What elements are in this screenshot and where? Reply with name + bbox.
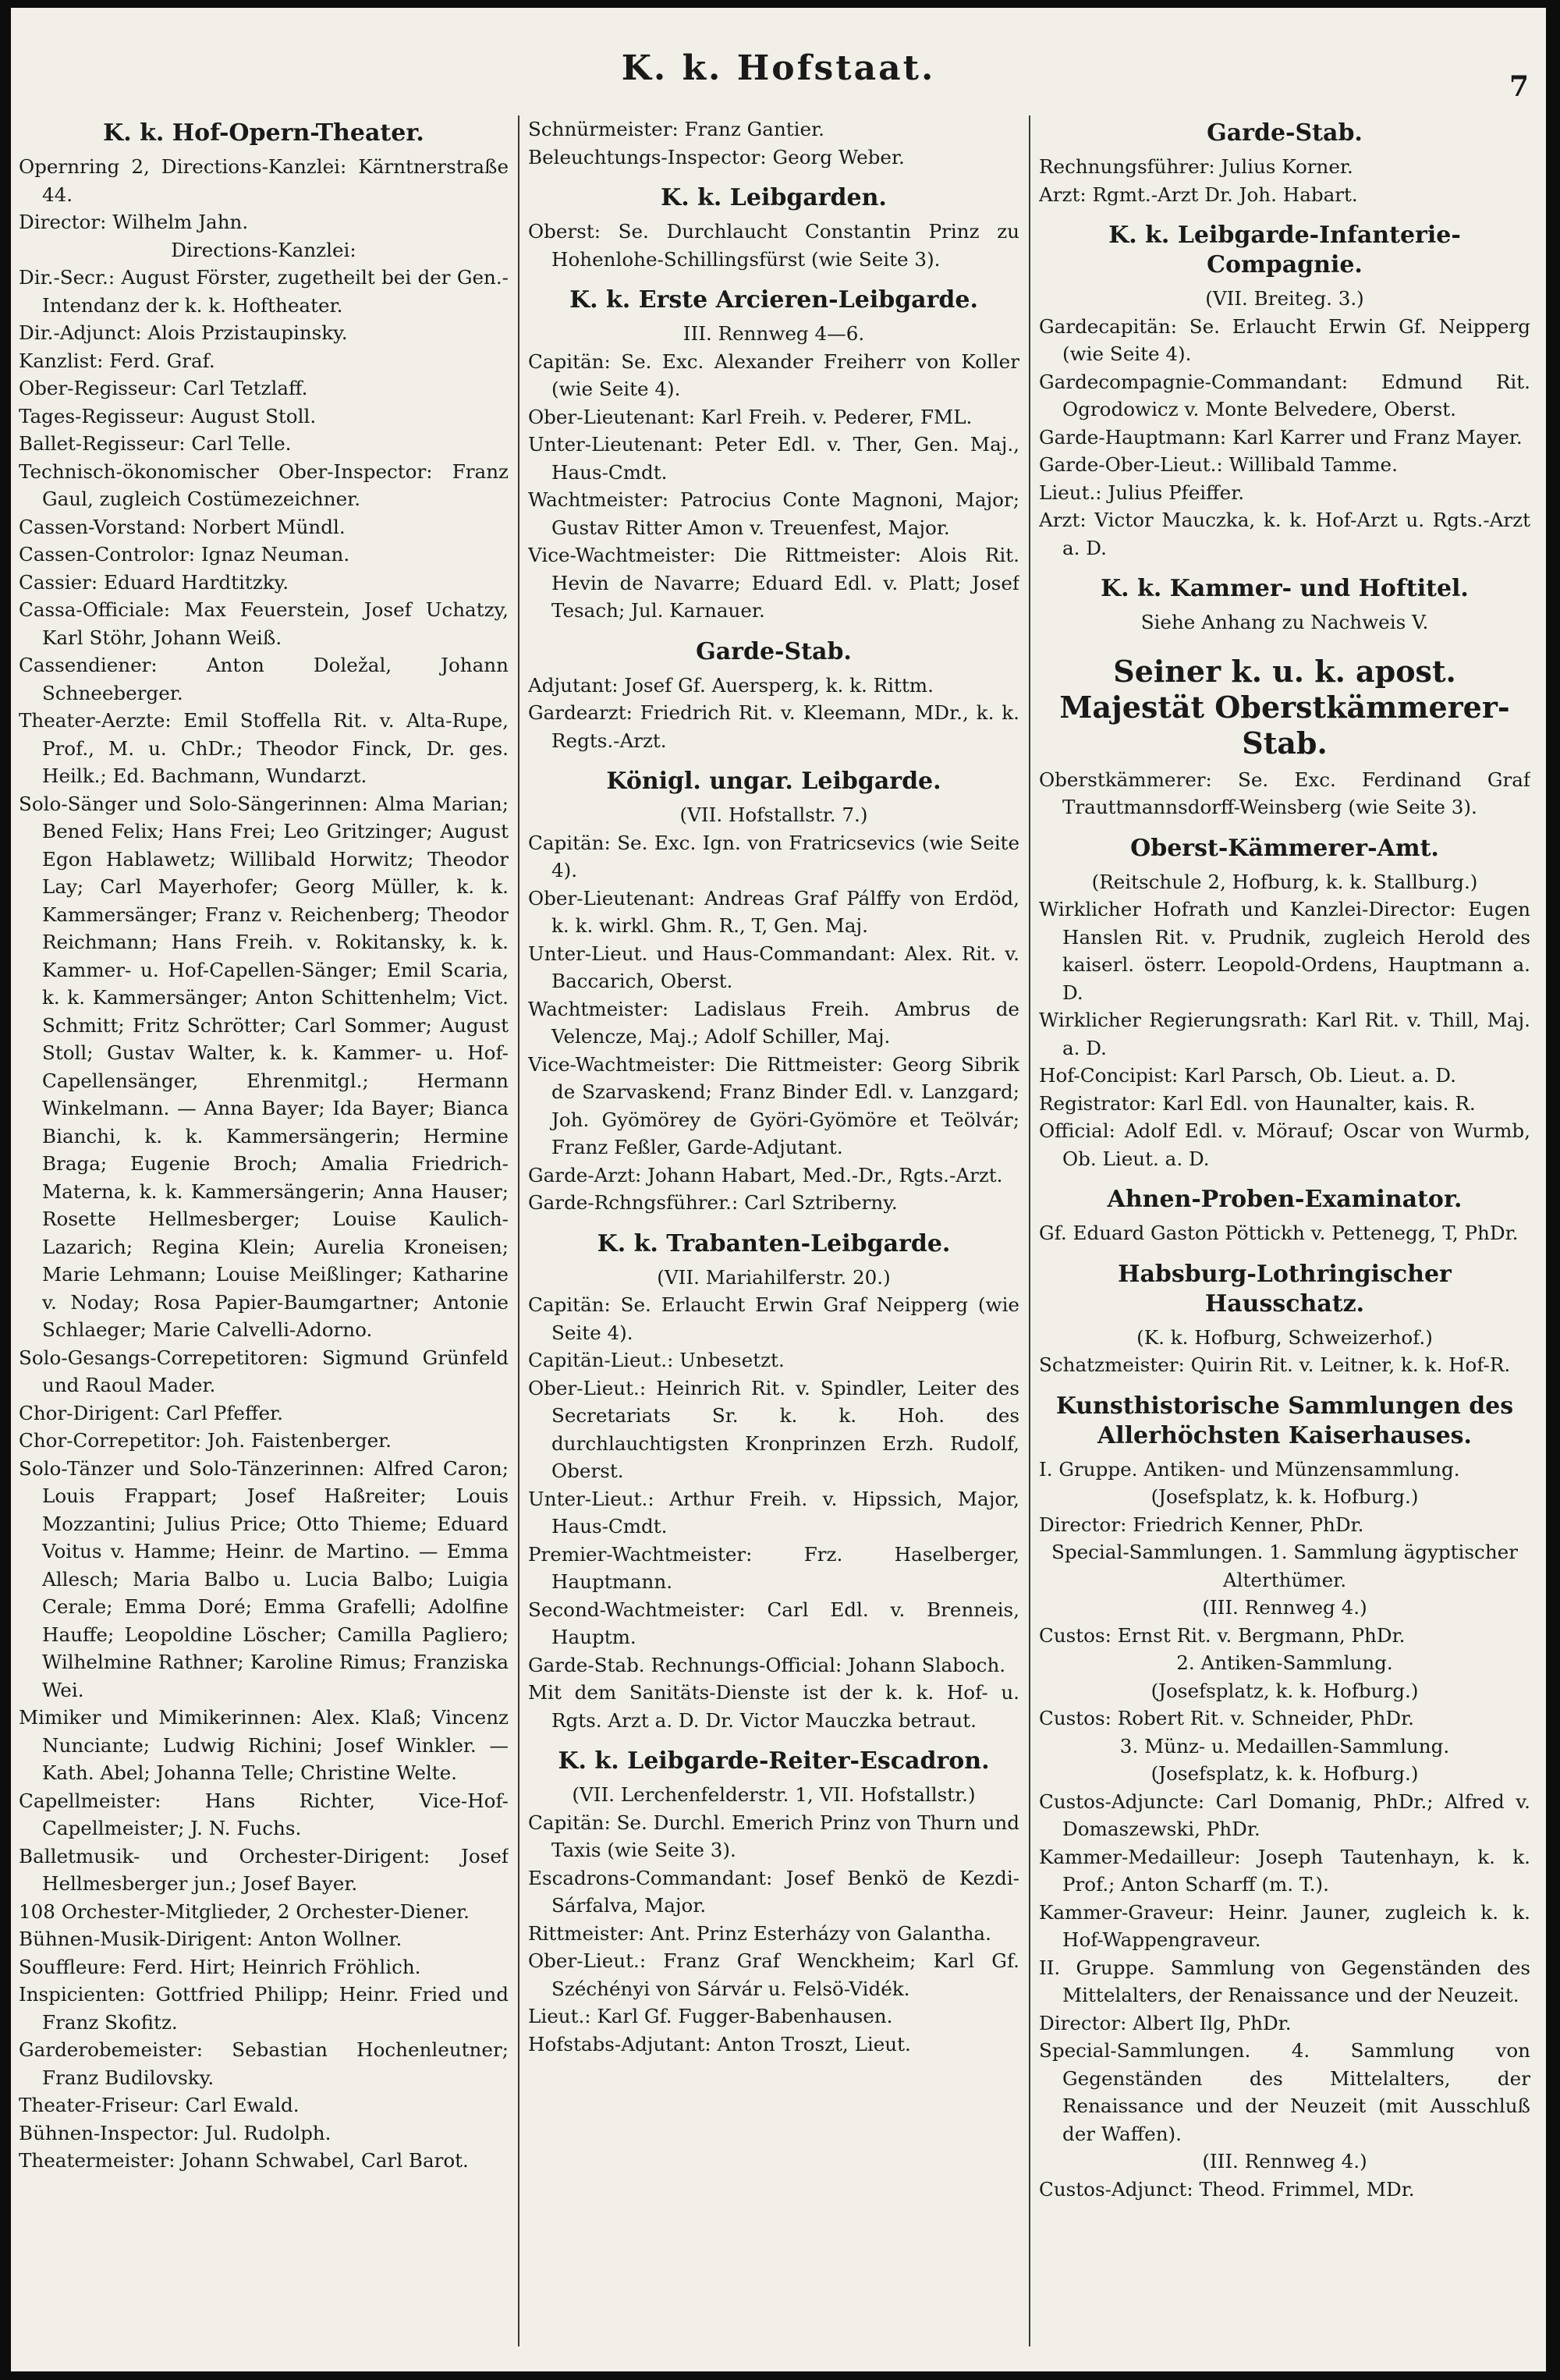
- directory-entry: Kanzlist: Ferd. Graf.: [19, 349, 215, 372]
- section-heading: Oberst-Kämmerer-Amt.: [1130, 834, 1439, 862]
- directory-entry: Capitän: Se. Exc. Ign. von Fratricsevics (wie Seite 4).: [528, 831, 1019, 881]
- directory-entry: Bühnen-Inspector: Jul. Rudolph.: [19, 2121, 332, 2144]
- directory-entry: Premier-Wachtmeister: Frz. Haselberger, Hauptmann.: [528, 1542, 1019, 1593]
- directory-entry: Solo-Tänzer und Solo-Tänzerinnen: Alfred Caron; Louis Frappart; Josef Haßreiter; Louis Mozzantini; Julius Price; Otto Thieme; Eduard Voitus v. Hamme; Heinr. de Martino. — Emma Allesch; Maria Balbo u. Lucia Balbo; Luigia Cerale; Emma Doré; Emma Grafelli; Adolfine Hauffe; Leopoldine Löscher; Camilla Pagliero; Wilhelmine Rathner; Karoline Rimus; Franziska Wei.: [19, 1456, 509, 1701]
- directory-entry: Kammer-Medailleur: Joseph Tautenhayn, k. k. Prof.; Anton Scharff (m. T.).: [1039, 1845, 1530, 1896]
- directory-entry: Balletmusik- und Orchester-Dirigent: Josef Hellmesberger jun.; Josef Bayer.: [19, 1844, 509, 1895]
- directory-entry: Capitän-Lieut.: Unbesetzt.: [528, 1349, 785, 1371]
- directory-entry: Solo-Gesangs-Correpetitoren: Sigmund Grünfeld und Raoul Mader.: [19, 1346, 509, 1396]
- directory-entry: Schnürmeister: Franz Gantier.: [528, 118, 824, 140]
- directory-entry: Theater-Friseur: Carl Ewald.: [19, 2094, 300, 2116]
- directory-entry: I. Gruppe. Antiken- und Münzensammlung.: [1039, 1457, 1460, 1481]
- section-heading: K. k. Kammer- und Hoftitel.: [1101, 575, 1469, 602]
- directory-entry: Unter-Lieut.: Arthur Freih. v. Hipssich, Major, Haus-Cmdt.: [528, 1487, 1019, 1538]
- directory-entry: Lieut.: Julius Pfeiffer.: [1039, 481, 1245, 504]
- section-heading: K. k. Leibgarde-Infanterie-Compagnie.: [1108, 222, 1461, 278]
- directory-entry: Wirklicher Hofrath und Kanzlei-Director: Eugen Hanslen Rit. v. Prudnik, zugleich Herold des kaiserl. österr. Leopold-Ordens, Hauptmann a. D.: [1039, 898, 1530, 1004]
- address-line: (VII. Lerchenfelderstr. 1, VII. Hofstallstr.): [572, 1783, 976, 1806]
- directory-entry: Beleuchtungs-Inspector: Georg Weber.: [528, 145, 905, 168]
- address-line: (VII. Hofstallstr. 7.): [679, 803, 868, 826]
- address-line: (III. Rennweg 4.): [1202, 2150, 1367, 2173]
- section-heading: Königl. ungar. Leibgarde.: [606, 768, 941, 795]
- address-line: (Reitschule 2, Hofburg, k. k. Stallburg.): [1091, 870, 1478, 893]
- directory-entry: Ober-Lieutenant: Andreas Graf Pálffy von Erdöd, k. k. wirkl. Ghm. R., T, Gen. Maj.: [528, 886, 1019, 937]
- directory-entry: Opernring 2, Directions-Kanzlei: Kärntnerstraße 44.: [19, 155, 509, 206]
- address-line: (VII. Mariahilferstr. 20.): [657, 1265, 891, 1289]
- directory-entry: II. Gruppe. Sammlung von Gegenständen des Mittelalters, der Renaissance und der Neuzeit.: [1039, 1956, 1530, 2006]
- directory-entry: Gf. Eduard Gaston Pöttickh v. Pettenegg, T, PhDr.: [1039, 1222, 1519, 1244]
- directory-entry: Rittmeister: Ant. Prinz Esterházy von Galantha.: [528, 1921, 991, 1945]
- directory-entry: Tages-Regisseur: August Stoll.: [19, 404, 317, 427]
- directory-entry: Vice-Wachtmeister: Die Rittmeister: Alois Rit. Hevin de Navarre; Eduard Edl. v. Platt; Josef Tesach; Jul. Karnauer.: [528, 544, 1019, 622]
- section-heading: Seiner k. u. k. apost. Majestät Oberstkämmerer-Stab.: [1059, 653, 1510, 761]
- directory-entry: Director: Friedrich Kenner, PhDr.: [1039, 1513, 1364, 1536]
- directory-entry: Custos: Ernst Rit. v. Bergmann, PhDr.: [1039, 1623, 1406, 1647]
- directory-entry: Ober-Regisseur: Carl Tetzlaff.: [19, 377, 308, 399]
- directory-entry: Garderobemeister: Sebastian Hochenleutner; Franz Budilovsky.: [19, 2038, 509, 2089]
- directory-entry: Hofstabs-Adjutant: Anton Troszt, Lieut.: [528, 2032, 911, 2055]
- directory-entry: Oberst: Se. Durchlaucht Constantin Prinz zu Hohenlohe-Schillingsfürst (wie Seite 3).: [528, 220, 1019, 271]
- directory-entry: Mit dem Sanitäts-Dienste ist der k. k. Hof- u. Rgts. Arzt a. D. Dr. Victor Mauczka betraut.: [528, 1681, 1019, 1732]
- directory-entry: Cassa-Officiale: Max Feuerstein, Josef Uchatzy, Karl Stöhr, Johann Weiß.: [19, 598, 509, 649]
- address-line: III. Rennweg 4—6.: [682, 322, 865, 345]
- directory-entry: Garde-Arzt: Johann Habart, Med.-Dr., Rgts.-Arzt.: [528, 1163, 1003, 1186]
- directory-entry: Garde-Ober-Lieut.: Willibald Tamme.: [1039, 453, 1398, 476]
- directory-entry: Special-Sammlungen. 4. Sammlung von Gegenständen des Mittelalters, der Renaissance und der Neuzeit (mit Ausschluß der Waffen).: [1039, 2039, 1530, 2145]
- section-heading: Ahnen-Proben-Examinator.: [1107, 1186, 1462, 1213]
- directory-entry: Cassen-Controlor: Ignaz Neuman.: [19, 543, 350, 566]
- directory-entry: Capitän: Se. Erlaucht Erwin Graf Neipperg (wie Seite 4).: [528, 1293, 1019, 1344]
- directory-entry: Dir.-Secr.: August Förster, zugetheilt bei der Gen.-Intendanz der k. k. Hoftheater.: [19, 266, 509, 317]
- directory-entry: Ballet-Regisseur: Carl Telle.: [19, 432, 292, 455]
- directory-entry: Adjutant: Josef Gf. Auersperg, k. k. Rittm.: [528, 673, 934, 697]
- directory-entry: Garde-Rchngsführer.: Carl Sztriberny.: [528, 1191, 898, 1214]
- address-line: (Josefsplatz, k. k. Hofburg.): [1150, 1762, 1419, 1785]
- directory-entry: Lieut.: Karl Gf. Fugger-Babenhausen.: [528, 2005, 893, 2027]
- address-line: 2. Antiken-Sammlung.: [1176, 1651, 1393, 1674]
- directory-entry: Garde-Stab. Rechnungs-Official: Johann Slaboch.: [528, 1653, 1006, 1676]
- directory-entry: Theatermeister: Johann Schwabel, Carl Barot.: [19, 2149, 469, 2172]
- directory-entry: Mimiker und Mimikerinnen: Alex. Klaß; Vincenz Nunciante; Ludwig Richini; Josef Winkler. — Kath. Abel; Johanna Telle; Christine Welte.: [19, 1706, 509, 1784]
- directory-page: [11, 8, 1546, 2371]
- directory-entry: Custos: Robert Rit. v. Schneider, PhDr.: [1039, 1707, 1414, 1729]
- directory-entry: Cassier: Eduard Hardtitzky.: [19, 570, 289, 594]
- address-line: (Josefsplatz, k. k. Hofburg.): [1150, 1679, 1419, 1702]
- directory-entry: Garde-Hauptmann: Karl Karrer und Franz Mayer.: [1039, 425, 1523, 449]
- directory-entry: Wachtmeister: Patrocius Conte Magnoni, Major; Gustav Ritter Amon v. Treuenfest, Major.: [528, 488, 1019, 539]
- directory-entry: Capitän: Se. Exc. Alexander Freiherr von Koller (wie Seite 4).: [528, 349, 1019, 400]
- directory-entry: Escadrons-Commandant: Josef Benkö de Kezdi-Sárfalva, Major.: [528, 1866, 1019, 1917]
- column-3: [1039, 115, 1530, 2346]
- column-2: [528, 115, 1019, 2346]
- directory-entry: Technisch-ökonomischer Ober-Inspector: Franz Gaul, zugleich Costümezeichner.: [19, 459, 509, 510]
- directory-entry: Hof-Concipist: Karl Parsch, Ob. Lieut. a. D.: [1039, 1064, 1456, 1087]
- directory-entry: Custos-Adjuncte: Carl Domanig, PhDr.; Alfred v. Domaszewski, PhDr.: [1039, 1789, 1530, 1840]
- directory-entry: Unter-Lieutenant: Peter Edl. v. Ther, Gen. Maj., Haus-Cmdt.: [528, 433, 1019, 484]
- directory-entry: Chor-Correpetitor: Joh. Faistenberger.: [19, 1429, 392, 1452]
- address-line: Siehe Anhang zu Nachweis V.: [1140, 611, 1429, 633]
- directory-entry: Souffleure: Ferd. Hirt; Heinrich Fröhlich.: [19, 1955, 421, 1978]
- address-line: (VII. Breiteg. 3.): [1205, 287, 1364, 310]
- directory-entry: Gardearzt: Friedrich Rit. v. Kleemann, MDr., k. k. Regts.-Arzt.: [528, 701, 1019, 752]
- directory-entry: Solo-Sänger und Solo-Sängerinnen: Alma Marian; Bened Felix; Hans Frei; Leo Gritzinger; August Egon Hablawetz; Willibald Horwitz; Theodor Lay; Carl Mayerhofer; Georg Müller, k. k. Kammersänger; Franz v. Reichenberg; Theodor Reichmann; Hans Freih. v. Rokitansky, k. k. Kammer- u. Hof-Capellen-Sänger; Emil Scaria, k. k. Kammersänger; Anton Schittenhelm; Vict. Schmitt; Fritz Schrötter; Carl Sommer; August Stoll; Gustav Walter, k. k. Kammer- u. Hof-Capellensänger, Ehrenmitgl.; Hermann Winkelmann. — Anna Bayer; Ida Bayer; Bianca Bianchi, k. k. Kammersängerin; Hermine Braga; Eugenie Broch; Amalia Friedrich-Materna, k. k. Kammersängerin; Anna Hauser; Rosette Hellmesberger; Louise Kaulich-Lazarich; Regina Klein; Aurelia Kroneisen; Marie Lehmann; Louise Meißlinger; Katharine v. Noday; Rosa Papier-Baumgartner; Antonie Schlaeger; Marie Calvelli-Adorno.: [19, 792, 509, 1341]
- directory-entry: Unter-Lieut. und Haus-Commandant: Alex. Rit. v. Baccarich, Oberst.: [528, 942, 1019, 992]
- section-heading: K. k. Trabanten-Leibgarde.: [597, 1229, 951, 1257]
- column-rule: [1029, 115, 1030, 2346]
- address-line: Special-Sammlungen. 1. Sammlung ägyptischer Alterthümer.: [1051, 1541, 1518, 1591]
- directory-entry: Registrator: Karl Edl. von Haunalter, kais. R.: [1039, 1091, 1476, 1115]
- directory-entry: Ober-Lieut.: Franz Graf Wenckheim; Karl Gf. Széchényi von Sárvár u. Felsö-Vidék.: [528, 1949, 1019, 2000]
- directory-entry: Cassendiener: Anton Doležal, Johann Schneeberger.: [19, 654, 509, 704]
- directory-entry: 108 Orchester-Mitglieder, 2 Orchester-Diener.: [19, 1899, 470, 1923]
- directory-entry: Arzt: Victor Mauczka, k. k. Hof-Arzt u. Rgts.-Arzt a. D.: [1039, 509, 1530, 559]
- directory-entry: Theater-Aerzte: Emil Stoffella Rit. v. Alta-Rupe, Prof., M. u. ChDr.; Theodor Finck, Dr. ges. Heilk.; Ed. Bachmann, Wundarzt.: [19, 709, 509, 787]
- directory-entry: Arzt: Rgmt.-Arzt Dr. Joh. Habart.: [1039, 183, 1358, 206]
- column-1: [19, 115, 509, 2346]
- directory-entry: Wirklicher Regierungsrath: Karl Rit. v. Thill, Maj. a. D.: [1039, 1009, 1530, 1059]
- directory-entry: Capellmeister: Hans Richter, Vice-Hof-Capellmeister; J. N. Fuchs.: [19, 1789, 509, 1839]
- running-head: K. k. Hofstaat.: [621, 48, 936, 88]
- section-heading: K. k. Erste Arcieren-Leibgarde.: [569, 286, 978, 314]
- directory-entry: Oberstkämmerer: Se. Exc. Ferdinand Graf Trauttmannsdorff-Weinsberg (wie Seite 3).: [1039, 768, 1530, 818]
- section-heading: Kunsthistorische Sammlungen des Allerhöchsten Kaiserhauses.: [1055, 1392, 1514, 1449]
- directory-entry: Inspicienten: Gottfried Philipp; Heinr. Fried und Franz Skofitz.: [19, 1983, 509, 2034]
- directory-entry: Second-Wachtmeister: Carl Edl. v. Brenneis, Hauptm.: [528, 1598, 1019, 1648]
- column-rule: [518, 115, 519, 2346]
- directory-entry: Director: Wilhelm Jahn.: [19, 211, 249, 233]
- directory-entry: Rechnungsführer: Julius Korner.: [1039, 155, 1353, 178]
- address-line: (Josefsplatz, k. k. Hofburg.): [1150, 1485, 1419, 1508]
- section-heading: K. k. Leibgarden.: [661, 184, 887, 211]
- directory-entry: Kammer-Graveur: Heinr. Jauner, zugleich k. k. Hof-Wappengraveur.: [1039, 1900, 1530, 1951]
- section-heading: Garde-Stab.: [696, 637, 852, 665]
- directory-entry: Ober-Lieutenant: Karl Freih. v. Pederer, FML.: [528, 405, 973, 428]
- directory-entry: Ober-Lieut.: Heinrich Rit. v. Spindler, Leiter des Secretariats Sr. k. k. Hoh. des durchlauchtigsten Kronprinzen Erzh. Rudolf, Oberst.: [528, 1376, 1019, 1482]
- page-number: 7: [1509, 70, 1529, 103]
- directory-entry: Chor-Dirigent: Carl Pfeffer.: [19, 1401, 283, 1424]
- directory-entry: Capitän: Se. Durchl. Emerich Prinz von Thurn und Taxis (wie Seite 3).: [528, 1811, 1019, 1861]
- directory-entry: Official: Adolf Edl. v. Mörauf; Oscar von Wurmb, Ob. Lieut. a. D.: [1039, 1119, 1530, 1170]
- directory-entry: Custos-Adjunct: Theod. Frimmel, MDr.: [1039, 2177, 1415, 2201]
- directory-entry: Wachtmeister: Ladislaus Freih. Ambrus de Velencze, Maj.; Adolf Schiller, Maj.: [528, 997, 1019, 1048]
- directory-entry: Director: Albert Ilg, PhDr.: [1039, 2011, 1292, 2034]
- directory-entry: Bühnen-Musik-Dirigent: Anton Wollner.: [19, 1928, 402, 1950]
- address-line: (K. k. Hofburg, Schweizerhof.): [1136, 1325, 1433, 1349]
- directory-entry: Schatzmeister: Quirin Rit. v. Leitner, k. k. Hof-R.: [1039, 1353, 1511, 1376]
- directory-entry: Gardecompagnie-Commandant: Edmund Rit. Ogrodowicz v. Monte Belvedere, Oberst.: [1039, 370, 1530, 420]
- directory-entry: Vice-Wachtmeister: Die Rittmeister: Georg Sibrik de Szarvaskend; Franz Binder Edl. v. Lanzgard; Joh. Gyömörey de Györi-Gyömöre et Teölvár; Franz Feßler, Garde-Adjutant.: [528, 1052, 1019, 1158]
- section-heading: K. k. Hof-Opern-Theater.: [103, 119, 424, 147]
- address-line: (III. Rennweg 4.): [1202, 1596, 1367, 1619]
- directory-entry: Gardecapitän: Se. Erlaucht Erwin Gf. Neipperg (wie Seite 4).: [1039, 314, 1530, 365]
- directory-entry: Dir.-Adjunct: Alois Przistaupinsky.: [19, 321, 348, 344]
- address-line: 3. Münz- u. Medaillen-Sammlung.: [1119, 1734, 1450, 1758]
- section-heading: K. k. Leibgarde-Reiter-Escadron.: [558, 1747, 990, 1775]
- directory-entry: Cassen-Vorstand: Norbert Mündl.: [19, 515, 346, 538]
- address-line: Directions-Kanzlei:: [171, 238, 356, 261]
- section-heading: Garde-Stab.: [1207, 119, 1363, 147]
- section-heading: Habsburg-Lothringischer Hausschatz.: [1118, 1260, 1452, 1318]
